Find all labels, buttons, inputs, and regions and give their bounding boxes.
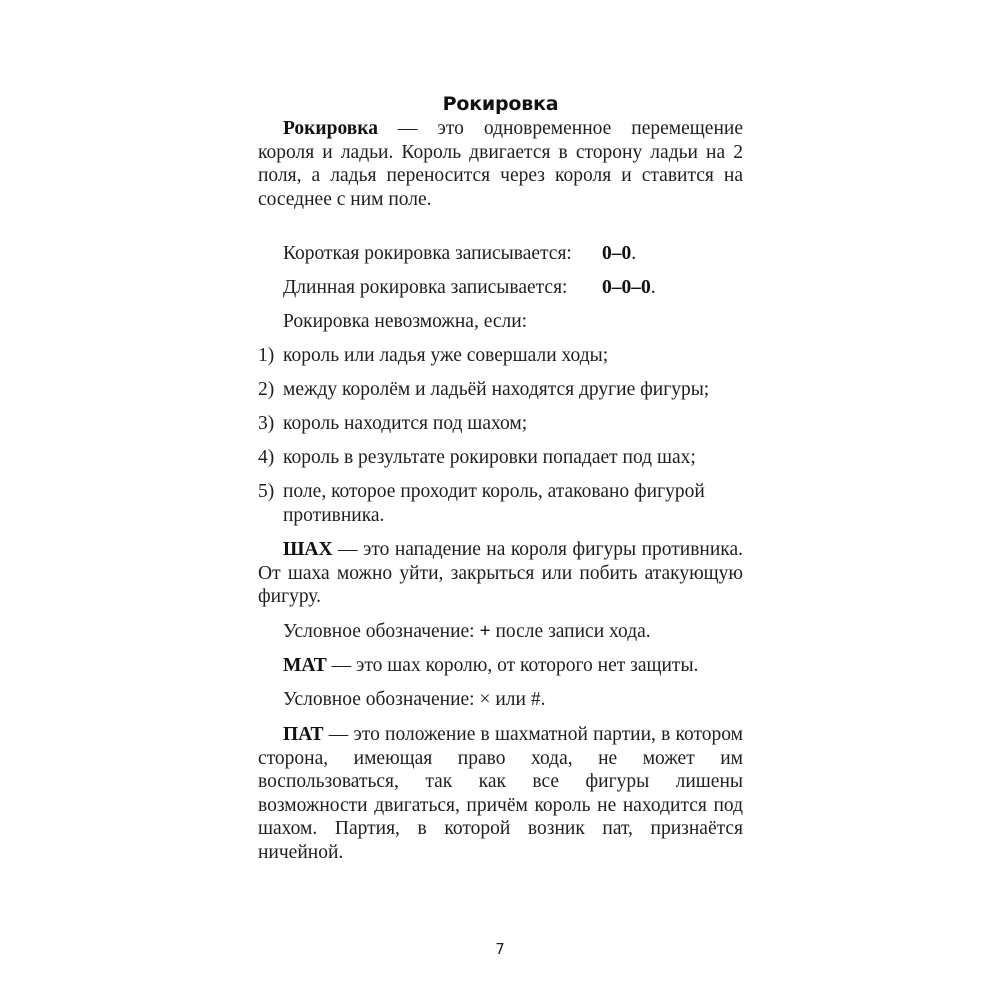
section-title: Рокировка [442,93,559,115]
long-castling-label: Длинная рокировка записывается: [283,277,568,298]
list-item: 1) король или ладья уже совершали ходы; [258,345,609,366]
list-item: 3) король находится под шахом; [258,413,528,434]
stalemate-term: ПАТ [283,724,324,745]
list-item: 4) король в результате рокировки попадает под шах; [258,447,696,468]
check-notation: Условное обозначение: + после записи хода. [283,621,651,642]
castling-impossible-intro: Рокировка невозможна, если: [283,311,528,332]
check-definition: ШАХ — это нападение на короля фигуры противника. От шаха можно уйти, закрыться или побить атакующую фигуру. [258,539,743,608]
list-item: 2) между королём и ладьёй находятся другие фигуры; [258,379,710,400]
short-castling-row [283,242,572,266]
page-number: 7 [495,940,505,958]
castling-definition [258,117,743,211]
castling-definition-text: — это одновременное перемещение короля и ладьи. Король двигается в сторону ладьи на 2 поля, а ладья переносится через короля и ставится на соседнее с ним поле. [258,118,743,210]
short-castling-label: Короткая рокировка записывается: [283,243,572,264]
list-item: 5) поле, которое проходит король, атаковано фигурой противника. [258,481,705,526]
long-castling-row [283,276,567,300]
check-term: ШАХ [283,539,333,560]
mate-definition: МАТ — это шах королю, от которого нет защиты. [283,655,699,676]
mate-term: МАТ [283,655,327,676]
short-castling-notation: 0–0. [602,243,637,264]
mate-notation: Условное обозначение: × или #. [283,689,546,710]
stalemate-definition: ПАТ — это положение в шахматной партии, в котором сторона, имеющая право хода, не может им воспользоваться, так как все фигуры лишены возможности двигаться, причём король не находится под шахом. Партия, в которой возник пат, признаётся ничейной. [258,724,743,863]
castling-term: Рокировка [283,118,378,139]
long-castling-notation: 0–0–0. [602,277,656,298]
